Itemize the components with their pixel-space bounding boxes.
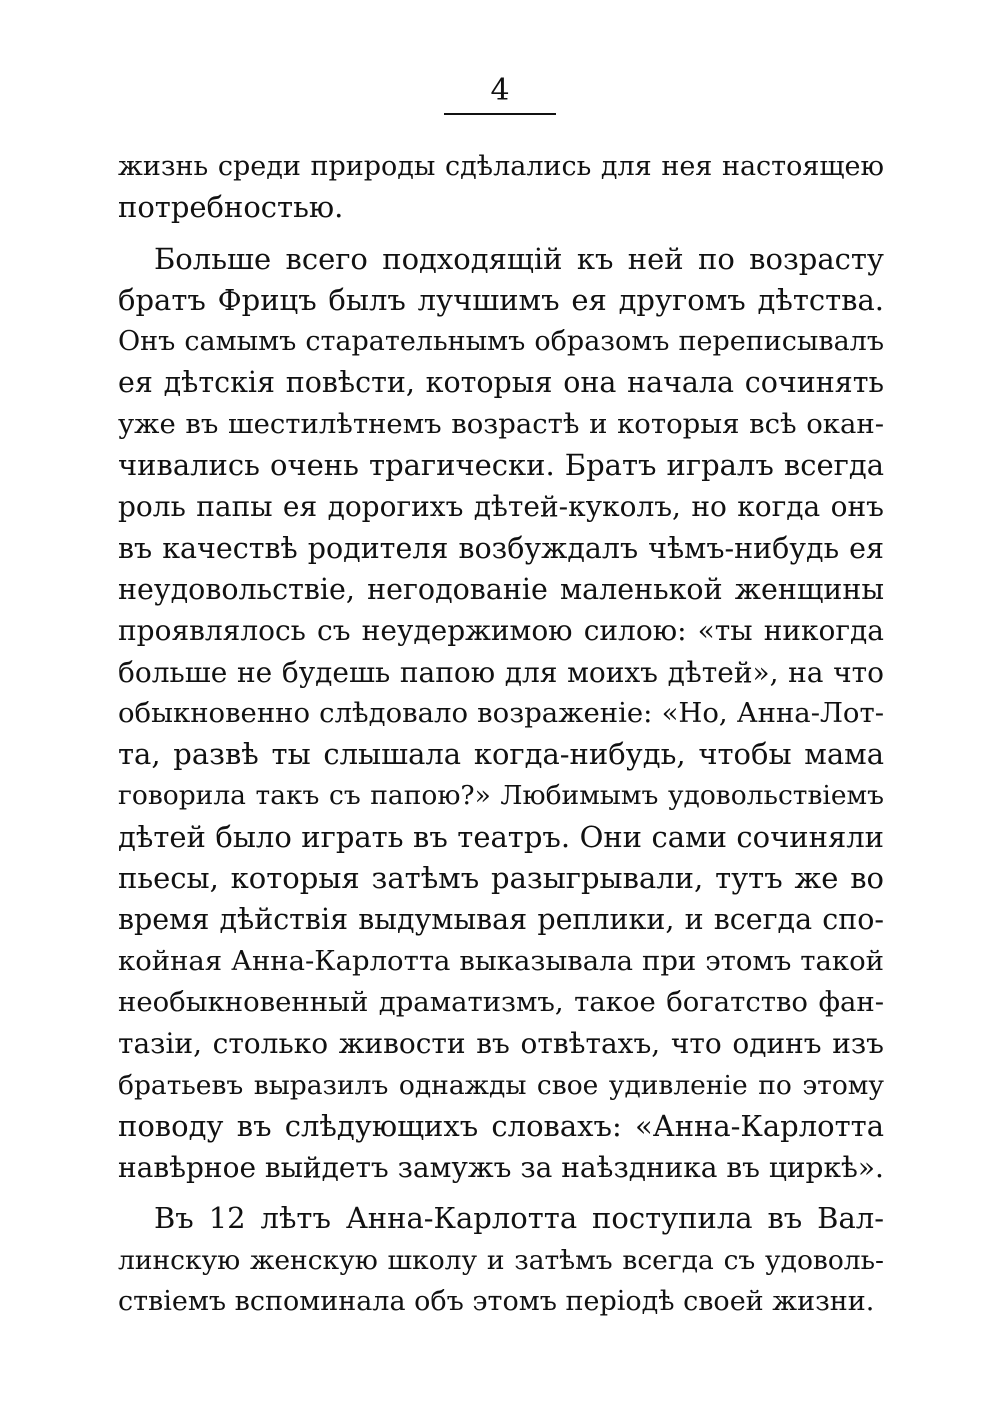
text-line: пьесы, которыя затѣмъ разыгрывали, тутъ же во: [118, 861, 884, 896]
text-line: братъ Фрицъ былъ лучшимъ ея другомъ дѣтства.: [118, 282, 884, 317]
text-line: проявлялось съ неудержимою силою: «ты никогда: [118, 614, 884, 648]
text-line: Больше всего подходящій къ ней по возрасту: [154, 241, 884, 276]
text-line: необыкновенный драматизмъ, такое богатство фан-: [118, 985, 884, 1018]
text-line: Въ 12 лѣтъ Анна-Карлотта поступила въ Вал-: [154, 1201, 884, 1236]
text-line: поводу въ слѣдующихъ словахъ: «Анна-Карлотта: [118, 1108, 884, 1143]
page-number: 4: [490, 73, 510, 108]
text-line: та, развѣ ты слышала когда-нибудь, чтобы мама: [118, 737, 884, 772]
text-line: койная Анна-Карлотта выказывала при этомъ такой: [118, 944, 884, 977]
text-line: братьевъ выразилъ однажды свое удивленіе по этому: [118, 1069, 884, 1101]
text-line: роль папы ея дорогихъ дѣтей-куколъ, но когда онъ: [118, 490, 884, 524]
text-line: жизнь среди природы сдѣлались для нея настоящею: [118, 151, 884, 182]
text-line: дѣтей было играть въ театръ. Они сами сочиняли: [118, 819, 884, 854]
text-line: ея дѣтскія повѣсти, которыя она начала сочинять: [118, 366, 884, 400]
text-line: тазіи, столько живости въ отвѣтахъ, что одинъ изъ: [118, 1027, 884, 1061]
text-line: въ качествѣ родителя возбуждалъ чѣмъ-нибудь ея: [118, 531, 884, 565]
text-line: уже въ шестилѣтнемъ возрастѣ и которыя всѣ окан-: [118, 407, 884, 440]
text-line: ствіемъ вспоминала объ этомъ періодѣ своей жизни.: [118, 1286, 875, 1318]
body-text: [118, 146, 884, 1322]
text-line: говорила такъ съ папою?» Любимымъ удовольствіемъ: [118, 780, 884, 812]
text-line: больше не будешь папою для моихъ дѣтей», на что: [118, 655, 884, 689]
text-line: обыкновенно слѣдовало возраженіе: «Но, Анна-Лот-: [118, 696, 884, 729]
text-line: чивались очень трагически. Братъ игралъ всегда: [118, 448, 884, 483]
text-line: время дѣйствія выдумывая реплики, и всегда спо-: [118, 903, 884, 937]
text-line: Онъ самымъ старательнымъ образомъ переписывалъ: [118, 326, 884, 358]
text-line: линскую женскую школу и затѣмъ всегда съ удоволь-: [118, 1244, 884, 1276]
header-rule: [444, 113, 556, 115]
text-line: навѣрное выйдетъ замужъ за наѣздника въ циркѣ».: [118, 1151, 884, 1185]
text-line: неудовольствіе, негодованіе маленькой женщины: [118, 572, 884, 606]
text-line: потребностью.: [118, 190, 344, 225]
